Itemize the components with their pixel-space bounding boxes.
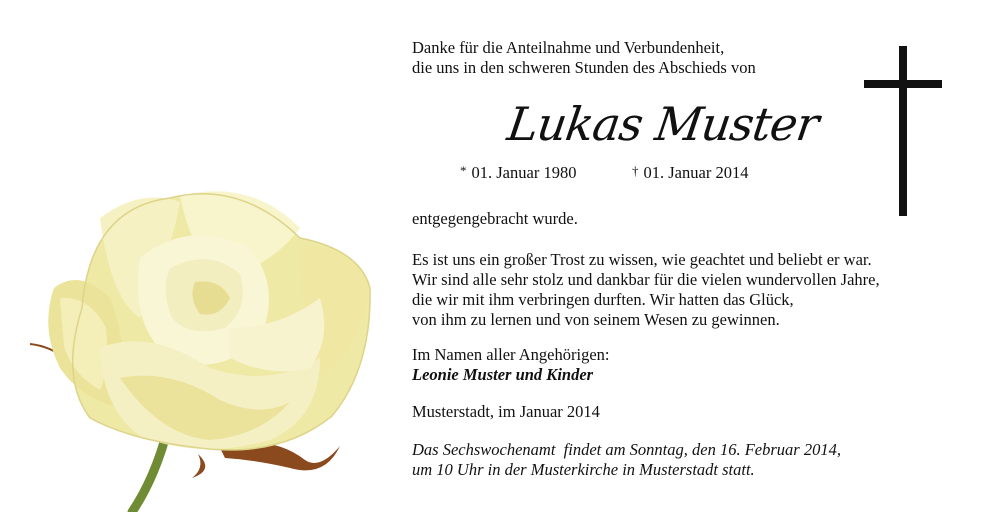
- death-dagger-icon: †: [632, 163, 639, 178]
- death-date-line: [632, 161, 748, 183]
- body-line-1: Es ist uns ein großer Trost zu wissen, wie geachtet und beliebt er war.: [412, 250, 872, 269]
- death-date: 01. Januar 2014: [643, 163, 749, 182]
- birth-star-icon: *: [460, 163, 467, 178]
- deceased-name: Lukas Muster: [504, 97, 822, 151]
- body-line-4: von ihm zu lernen und von seinem Wesen zu gewinnen.: [412, 310, 780, 329]
- intro-line-1: Danke für die Anteilnahme und Verbundenheit,: [412, 38, 725, 57]
- body-line-3: die wir mit ihm verbringen durften. Wir hatten das Glück,: [412, 290, 794, 309]
- cross-horizontal-bar: [864, 80, 942, 88]
- notice-line-1: Das Sechswochenamt findet am Sonntag, den 16. Februar 2014,: [412, 440, 841, 459]
- place-date: Musterstadt, im Januar 2014: [412, 402, 600, 421]
- signature-names: Leonie Muster und Kinder: [412, 365, 594, 384]
- body-line-2: Wir sind alle sehr stolz und dankbar für die vielen wundervollen Jahre,: [412, 270, 880, 289]
- continuation-text: entgegengebracht wurde.: [412, 209, 578, 228]
- notice-line-2: um 10 Uhr in der Musterkirche in Musterstadt statt.: [412, 460, 755, 479]
- signature-intro: Im Namen aller Angehörigen:: [412, 345, 610, 364]
- rose-image: [20, 178, 380, 512]
- birth-date-line: [460, 161, 576, 183]
- cross-icon: [864, 46, 942, 216]
- intro-line-2: die uns in den schweren Stunden des Abschieds von: [412, 58, 756, 77]
- birth-date: 01. Januar 1980: [471, 163, 577, 182]
- cross-vertical-bar: [899, 46, 907, 216]
